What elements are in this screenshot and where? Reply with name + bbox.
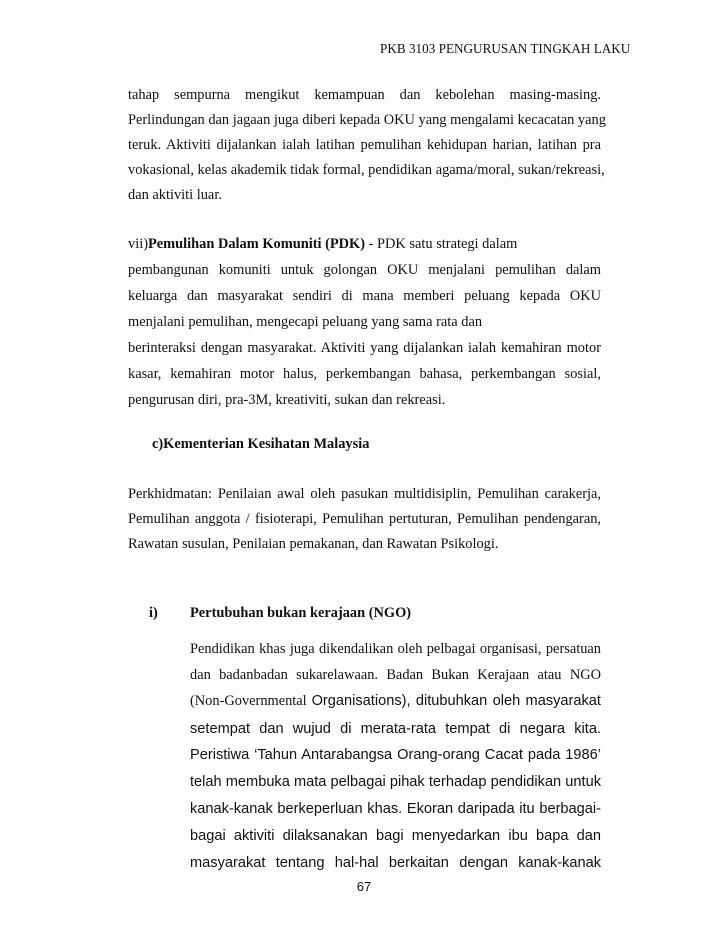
paragraph-line: menjalani pemulihan, mengecapi peluang yang sama rata dan	[128, 314, 483, 330]
paragraph-line: teruk. Aktiviti dijalankan ialah latihan pemulihan kehidupan harian, latihan pra	[128, 137, 601, 153]
paragraph-line: bagai aktiviti dilaksanakan bagi menyedarkan ibu bapa dan	[190, 828, 601, 844]
paragraph-line: dan badanbadan sukarelawaan. Badan Bukan Kerajaan atau NGO	[190, 667, 601, 683]
paragraph-line: telah membuka mata pelbagai pihak terhadap pendidikan untuk	[190, 774, 601, 790]
paragraph-line: kasar, kemahiran motor halus, perkembangan bahasa, perkembangan sosial,	[128, 366, 601, 382]
paragraph-line: kanak-kanak berkeperluan khas. Ekoran daripada itu berbagai-	[190, 801, 601, 817]
pdk-title: Pemulihan Dalam Komuniti (PDK)	[147, 236, 366, 252]
ngo-heading: Pertubuhan bukan kerajaan (NGO)	[190, 605, 412, 621]
paragraph-line: Perlindungan dan jagaan juga diberi kepada OKU yang mengalami kecacatan yang	[128, 112, 606, 128]
paragraph-line: Pemulihan anggota / fisioterapi, Pemulihan pertuturan, Pemulihan pendengaran,	[128, 511, 601, 527]
text-serif-part: (Non-Governmental	[190, 693, 312, 709]
pdk-intro: - PDK satu strategi dalam	[365, 236, 518, 252]
paragraph-line: berinteraksi dengan masyarakat. Aktiviti yang dijalankan ialah kemahiran motor	[128, 340, 601, 356]
paragraph-line: Rawatan susulan, Penilaian pemakanan, dan Rawatan Psikologi.	[128, 536, 499, 552]
paragraph-line: masyarakat tentang hal-hal berkaitan dengan kanak-kanak	[190, 855, 601, 871]
page-number: 67	[356, 879, 372, 894]
paragraph-line: vokasional, kelas akademik tidak formal, pendidikan agama/moral, sukan/rekreasi,	[128, 162, 605, 178]
paragraph-line: dan aktiviti luar.	[128, 187, 222, 203]
page-header: PKB 3103 PENGURUSAN TINGKAH LAKU	[380, 41, 631, 56]
paragraph-line: Peristiwa ‘Tahun Antarabangsa Orang-orang Cacat pada 1986’	[190, 747, 601, 763]
paragraph-line	[190, 692, 601, 710]
list-number: i)	[149, 605, 158, 621]
paragraph-line: pengurusan diri, pra-3M, kreativiti, sukan dan rekreasi.	[128, 392, 446, 408]
paragraph-line: pembangunan komuniti untuk golongan OKU menjalani pemulihan dalam	[128, 262, 601, 278]
section-heading: c)Kementerian Kesihatan Malaysia	[152, 436, 370, 452]
pdk-prefix: vii)	[128, 236, 148, 252]
paragraph-line: Perkhidmatan: Penilaian awal oleh pasukan multidisiplin, Pemulihan carakerja,	[128, 486, 601, 502]
paragraph-line: setempat dan wujud di merata-rata tempat di negara kita.	[190, 721, 601, 737]
paragraph-line: keluarga dan masyarakat sendiri di mana memberi peluang kepada OKU	[128, 288, 601, 304]
text-sans-part: Organisations), ditubuhkan oleh masyarakat	[311, 693, 601, 709]
pdk-heading-line	[128, 235, 601, 253]
paragraph-line: Pendidikan khas juga dikendalikan oleh pelbagai organisasi, persatuan	[190, 641, 601, 657]
paragraph-line: tahap sempurna mengikut kemampuan dan kebolehan masing-masing.	[128, 87, 601, 103]
